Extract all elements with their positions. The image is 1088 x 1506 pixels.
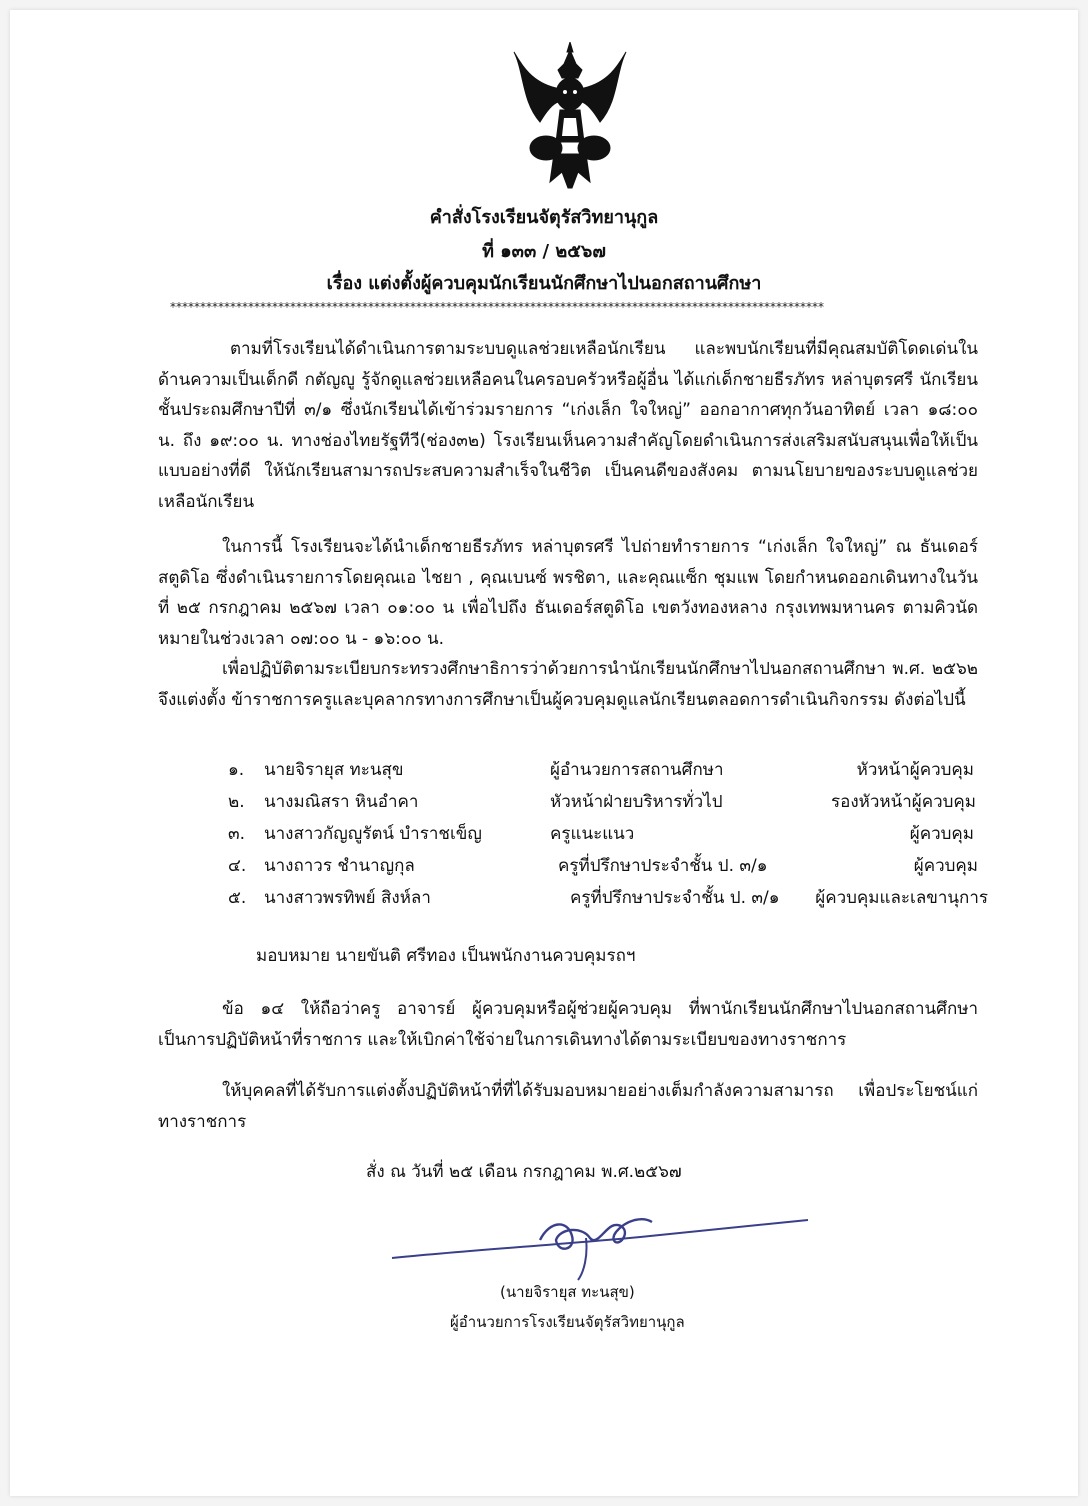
- order-title: คำสั่งโรงเรียนจัตุรัสวิทยานุกูล: [429, 207, 659, 228]
- order-subject: เรื่อง แต่งตั้งผู้ควบคุมนักเรียนนักศึกษาไปนอกสถานศึกษา: [326, 273, 762, 294]
- staff-number: ๕.: [228, 888, 247, 908]
- signature-icon: [390, 1180, 810, 1290]
- signer-name: (นายจิรายุส ทะนสุข): [500, 1283, 635, 1301]
- staff-name: นายจิรายุส ทะนสุข: [264, 760, 404, 780]
- staff-name: นางสาวกัญญูรัตน์ บำราชเข็ญ: [264, 824, 482, 844]
- staff-role: ผู้ควบคุม: [909, 824, 974, 844]
- staff-row: [158, 788, 988, 820]
- paragraph-3: เพื่อปฏิบัติตามระเบียบกระทรวงศึกษาธิการว่าด้วยการนำนักเรียนนักศึกษาไปนอกสถานศึกษา พ.ศ. ๒๕๖๒ จึงแต่งตั้ง ข้าราชการครูและบุคลากรทางการศึกษาเป็นผู้ควบคุมดูแลนักเรียนตลอดการดำเนินกิจกรรม ดังต่อไปนี้: [158, 659, 978, 710]
- staff-row: [158, 756, 988, 788]
- paragraph-1: ตามที่โรงเรียนได้ดำเนินการตามระบบดูแลช่วยเหลือนักเรียน และพบนักเรียนที่มีคุณสมบัติโดดเด่นในด้านความเป็นเด็กดี กตัญญู รู้จักดูแลช่วยเหลือคนในครอบครัวหรือผู้อื่น ได้แก่เด็กชายธีรภัทร หล่าบุตรศรี นักเรียนชั้นประถมศึกษาปีที่ ๓/๑ ซึ่งนักเรียนได้เข้าร่วมรายการ “เก่งเล็ก ใจใหญ่” ออกอากาศทุกวันอาทิตย์ เวลา ๑๘:๐๐ น. ถึง ๑๙:๐๐ น. ทางช่องไทยรัฐทีวี(ช่อง๓๒) โรงเรียนเห็นความสำคัญโดยดำเนินการส่งเสริมสนับสนุนเพื่อให้เป็นแบบอย่างที่ดี ให้นักเรียนสามารถประสบความสำเร็จในชีวิต เป็นคนดีของสังคม ตามนโยบายของระบบดูแลช่วยเหลือนักเรียน: [158, 339, 978, 512]
- staff-position: ผู้อำนวยการสถานศึกษา: [550, 760, 724, 780]
- staff-role: รองหัวหน้าผู้ควบคุม: [830, 792, 976, 812]
- staff-name: นางมณิสรา หินอำคา: [264, 792, 419, 812]
- paragraph-5: ให้บุคคลที่ได้รับการแต่งตั้งปฏิบัติหน้าที่ที่ได้รับมอบหมายอย่างเต็มกำลังความสามารถ เพื่อประโยชน์แก่ทางราชการ: [158, 1081, 978, 1132]
- staff-number: ๔.: [228, 856, 247, 876]
- order-date: สั่ง ณ วันที่ ๒๕ เดือน กรกฎาคม พ.ศ.๒๕๖๗: [366, 1162, 682, 1182]
- staff-role: หัวหน้าผู้ควบคุม: [856, 760, 974, 780]
- staff-number: ๓.: [228, 824, 246, 844]
- staff-name: นางถาวร ชำนาญกุล: [264, 856, 415, 876]
- staff-position: ครูแนะแนว: [550, 824, 635, 844]
- staff-role: ผู้ควบคุม: [913, 856, 978, 876]
- separator-line: *************************************************************************************************************: [170, 300, 824, 314]
- staff-name: นางสาวพรทิพย์ สิงห์ลา: [264, 888, 431, 908]
- staff-number: ๑.: [228, 760, 245, 780]
- document-page: [10, 10, 1078, 1496]
- staff-row: [158, 884, 988, 916]
- staff-role: ผู้ควบคุมและเลขานุการ: [815, 888, 988, 908]
- staff-position: ครูที่ปรึกษาประจำชั้น ป. ๓/๑: [570, 888, 780, 908]
- signer-title: ผู้อำนวยการโรงเรียนจัตุรัสวิทยานุกูล: [450, 1313, 685, 1331]
- paragraph-2: ในการนี้ โรงเรียนจะได้นำเด็กชายธีรภัทร หล่าบุตรศรี ไปถ่ายทำรายการ “เก่งเล็ก ใจใหญ่” ณ ธันเดอร์สตูดิโอ ซึ่งดำเนินรายการโดยคุณเอ ไชยา , คุณเบนซ์ พรชิตา, และคุณแซ็ก ชุมแพ โดยกำหนดออกเดินทางในวันที่ ๒๕ กรกฎาคม ๒๕๖๗ เวลา ๐๑:๐๐ น เพื่อไปถึง ธันเดอร์สตูดิโอ เขตวังทองหลาง กรุงเทพมหานคร ตามคิวนัดหมายในช่วงเวลา ๐๗:๐๐ น - ๑๖:๐๐ น.: [158, 537, 978, 649]
- staff-number: ๒.: [228, 792, 245, 812]
- staff-position: ครูที่ปรึกษาประจำชั้น ป. ๓/๑: [558, 856, 768, 876]
- staff-position: หัวหน้าฝ่ายบริหารทั่วไป: [550, 792, 723, 812]
- paragraph-4: ข้อ ๑๔ ให้ถือว่าครู อาจารย์ ผู้ควบคุมหรือผู้ช่วยผู้ควบคุม ที่พานักเรียนนักศึกษาไปนอกสถานศึกษาเป็นการปฏิบัติหน้าที่ราชการ และให้เบิกค่าใช้จ่ายในการเดินทางได้ตามระเบียบของทางราชการ: [158, 999, 978, 1050]
- staff-row: [158, 820, 988, 852]
- vehicle-assignment: มอบหมาย นายขันติ ศรีทอง เป็นพนักงานควบคุมรถฯ: [256, 946, 636, 966]
- order-number: ที่ ๑๓๓ / ๒๕๖๗: [482, 241, 606, 262]
- staff-list: [158, 756, 988, 916]
- staff-row: [158, 852, 988, 884]
- garuda-emblem-icon: [510, 42, 630, 192]
